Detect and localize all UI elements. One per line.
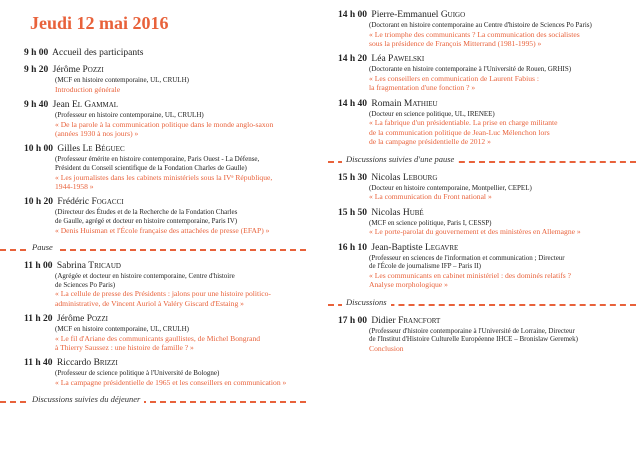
speaker-surname: Pozzi — [86, 314, 108, 324]
section-separator — [24, 241, 306, 255]
speaker-affiliation: Président du Conseil scientifique de la Fondation Charles de Gaulle) — [55, 164, 247, 172]
program-entry — [24, 48, 306, 59]
speaker-surname: El Gammal — [71, 100, 119, 110]
program-entry — [24, 197, 306, 235]
talk-title: « La campagne présidentielle de 1965 et les conseillers en communication » — [55, 378, 287, 387]
speaker-affiliation: de Sciences Po Paris) — [55, 280, 116, 289]
talk-title: « La cellule de presse des Présidents : jalons pour une histoire politico- — [55, 289, 271, 299]
section-separator — [338, 296, 620, 310]
entry-time: 9 h 00 — [24, 48, 49, 58]
speaker-first-name: Accueil des participants — [52, 48, 144, 58]
day-title: Jeudi 12 mai 2016 — [30, 13, 169, 33]
speaker-first-name: Didier — [371, 315, 396, 326]
entry-time: 9 h 20 — [24, 65, 49, 75]
program-entry — [24, 358, 306, 387]
section-separator — [338, 153, 620, 167]
talk-title: « Denis Huisman et l'École française des attachées de presse (EFAP) » — [55, 225, 270, 235]
entry-time: 11 h 20 — [24, 314, 53, 324]
program-entry — [24, 65, 306, 94]
talk-title: la fragmentation d'une fonction ? » — [369, 83, 476, 93]
talk-title: de la communication politique de Jean-Luc Mélenchon lors — [369, 127, 550, 137]
speaker-affiliation: (Professeur d'histoire contemporaine à l'Université de Lorraine, Directeur — [369, 326, 575, 335]
speaker-surname: Guigo — [440, 10, 466, 20]
speaker-affiliation: de l'École de journalisme IFP – Paris II) — [369, 262, 482, 271]
entry-time: 10 h 20 — [24, 197, 54, 208]
talk-title: « Les communicants en cabinet ministériel : des dominés relatifs ? — [369, 270, 572, 280]
separator-label: Discussions suivies d'une pause — [342, 154, 458, 164]
program-entry — [24, 314, 306, 352]
separator-label: Discussions — [342, 297, 391, 307]
program-entry — [338, 54, 620, 92]
talk-title: Introduction générale — [55, 84, 121, 94]
speaker-first-name: Jérôme — [52, 65, 81, 75]
speaker-first-name: Jean-Baptiste — [371, 242, 423, 253]
talk-title: administrative, de Vincent Auriol à Valéry Giscard d'Estaing » — [55, 298, 244, 308]
entry-time: 9 h 40 — [24, 100, 49, 110]
speaker-affiliation: (MCF en histoire contemporaine, UL, CRULH) — [55, 76, 189, 84]
right-column — [338, 10, 620, 359]
speaker-first-name: Léa — [371, 54, 386, 65]
speaker-first-name: Pierre-Emmanuel — [371, 10, 439, 20]
talk-title: de la campagne présidentielle de 2012 » — [369, 137, 491, 147]
speaker-first-name: Nicolas — [371, 172, 401, 183]
speaker-affiliation: (Agrégée et docteur en histoire contemporaine, Centre d'histoire — [55, 272, 235, 280]
program-entry — [338, 243, 620, 290]
speaker-affiliation: (Professeur en sciences de l'information et communication ; Directeur — [369, 253, 565, 262]
talk-title: « La communication du Front national » — [369, 192, 492, 202]
left-column — [24, 0, 306, 413]
program-entry — [338, 208, 620, 237]
speaker-affiliation: (Doctorant en histoire contemporaine au Centre d'histoire de Sciences Po Paris) — [369, 21, 592, 29]
speaker-surname: Tricaud — [88, 261, 121, 271]
speaker-affiliation: (Professeur émérite en histoire contemporaine, Paris Ouest - La Défense, — [55, 155, 260, 164]
separator-label: Pause — [28, 242, 57, 252]
speaker-surname: Le Béguec — [82, 144, 125, 155]
speaker-first-name: Jérôme — [56, 314, 85, 324]
speaker-surname: Brizzi — [93, 358, 118, 369]
left-program — [24, 48, 306, 407]
program-entry — [338, 99, 620, 147]
talk-title: « Les conseillers en communication de Laurent Fabius : — [369, 74, 539, 83]
talk-title: « Les journalistes dans les cabinets ministériels sous la IVᵉ République, — [55, 172, 273, 182]
entry-time: 14 h 40 — [338, 98, 368, 109]
speaker-affiliation: (Doctorante en histoire contemporaine à l'Université de Rouen, GRHIS) — [369, 65, 572, 74]
speaker-surname: Lebourg — [402, 172, 438, 183]
talk-title: « Le triomphe des communicants ? La communication des socialistes — [369, 29, 580, 39]
speaker-affiliation: (Directeur des Études et de la Recherche de la Fondation Charles — [55, 208, 238, 217]
speaker-first-name: Riccardo — [56, 358, 92, 369]
talk-title: « Le porte-parolat du gouvernement et des ministères en Allemagne » — [369, 227, 581, 237]
entry-time: 10 h 00 — [24, 144, 54, 155]
speaker-affiliation: (Docteur en histoire contemporaine, Montpellier, CEPEL) — [369, 183, 532, 192]
speaker-surname: Pawelski — [388, 54, 425, 65]
entry-time: 16 h 10 — [338, 242, 368, 253]
speaker-first-name: Gilles — [57, 144, 81, 155]
speaker-surname: Pozzi — [82, 65, 104, 75]
talk-title: Conclusion — [369, 343, 404, 353]
separator-label: Discussions suivies du déjeuner — [28, 394, 144, 404]
entry-time: 11 h 00 — [24, 261, 53, 271]
speaker-affiliation: (MCF en science politique, Paris I, CESSP) — [369, 218, 492, 227]
talk-title: à Thierry Saussez : une histoire de famille ? » — [55, 343, 194, 352]
entry-time: 17 h 00 — [338, 315, 368, 326]
speaker-first-name: Sabrina — [56, 261, 86, 271]
speaker-first-name: Frédéric — [57, 197, 90, 208]
program-entry — [338, 10, 620, 48]
entry-time: 14 h 00 — [338, 10, 368, 20]
entry-time: 15 h 50 — [338, 207, 368, 218]
program-entry — [338, 173, 620, 202]
talk-title: (années 1930 à nos jours) » — [55, 129, 139, 138]
speaker-affiliation: de l'Institut d'Histoire Culturelle Européenne IHCE – Bronislaw Geremek) — [369, 335, 578, 344]
speaker-affiliation: (MCF en histoire contemporaine, UL, CRULH) — [55, 325, 189, 333]
speaker-surname: Francfort — [398, 315, 441, 326]
section-separator — [24, 393, 306, 407]
speaker-surname: Legavre — [424, 242, 459, 253]
talk-title: sous la présidence de François Mitterrand (1981-1995) » — [369, 39, 542, 48]
speaker-affiliation: (Professeur en histoire contemporaine, UL, CRULH) — [55, 111, 204, 119]
entry-time: 14 h 20 — [338, 54, 368, 65]
speaker-surname: Mathieu — [403, 98, 438, 109]
program-entry — [24, 144, 306, 191]
program-entry — [24, 100, 306, 138]
talk-title: Analyse morphologique » — [369, 280, 448, 290]
talk-title: « La fabrique d'un présidentiable. La prise en charge militante — [369, 118, 558, 128]
entry-time: 15 h 30 — [338, 172, 368, 183]
speaker-affiliation: de Gaulle, agrégé et docteur en histoire contemporaine, Paris IV) — [55, 217, 238, 225]
entry-time: 11 h 40 — [24, 358, 53, 369]
speaker-surname: Hubé — [402, 207, 424, 218]
program-entry — [338, 316, 620, 354]
talk-title: « De la parole à la communication politique dans le monde anglo-saxon — [55, 119, 274, 129]
program-entry — [24, 261, 306, 308]
right-program — [338, 10, 620, 353]
talk-title: 1944-1958 » — [55, 182, 94, 191]
speaker-first-name: Romain — [371, 98, 402, 109]
speaker-affiliation: (Professeur de science politique à l'Université de Bologne) — [55, 369, 220, 378]
speaker-surname: Fogacci — [91, 197, 124, 208]
talk-title: « Le fil d'Ariane des communicants gaullistes, de Michel Bongrand — [55, 333, 261, 343]
speaker-affiliation: (Docteur en science politique, UL, IRENEE) — [369, 109, 495, 118]
speaker-first-name: Jean — [52, 100, 70, 110]
speaker-first-name: Nicolas — [371, 207, 401, 218]
